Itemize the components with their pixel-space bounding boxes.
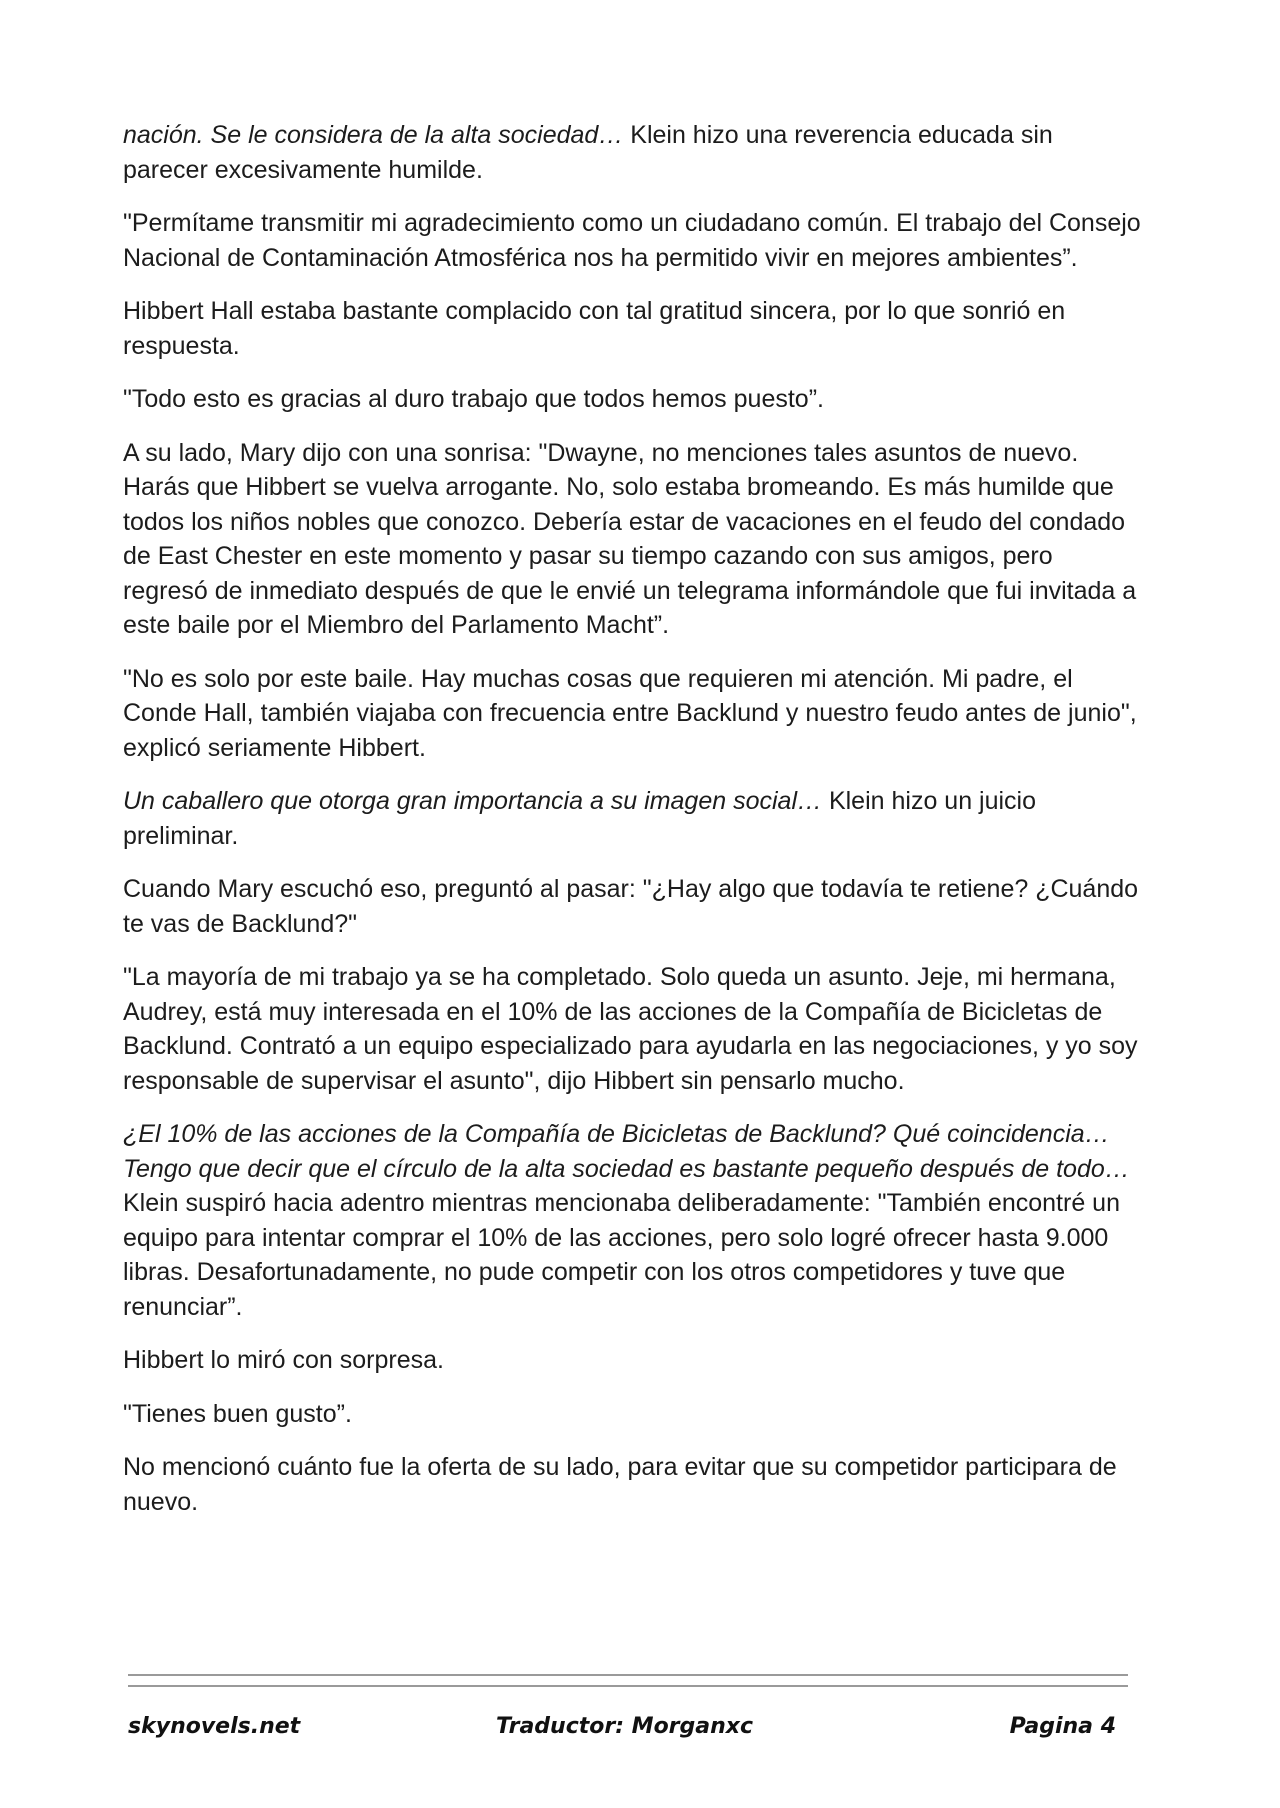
paragraph-3: Hibbert Hall estaba bastante complacido con tal gratitud sincera, por lo que sonrió en respuesta. — [123, 297, 1066, 360]
paragraph-11: Hibbert lo miró con sorpresa. — [123, 1346, 444, 1374]
paragraph-13: No mencionó cuánto fue la oferta de su lado, para evitar que su competidor participara de nuevo. — [123, 1453, 1117, 1516]
paragraph-12: "Tienes buen gusto”. — [123, 1399, 352, 1428]
paragraph-4: "Todo esto es gracias al duro trabajo que todos hemos puesto”. — [123, 385, 824, 413]
footer-divider-top — [128, 1674, 1128, 1676]
page-footer — [128, 1714, 1128, 1750]
footer-translator: Traductor: Morganxc — [496, 1714, 754, 1739]
paragraph-10-text: Klein suspiró hacia adentro mientras mencionaba deliberadamente: "También encontré un equipo para intentar comprar el 10% de las acciones, pero solo logré ofrecer hasta 9.000 libras. Desafortunadamente, no pude competir con los otros competidores y tuve que renunciar”. — [123, 1189, 1120, 1321]
paragraph-6: "No es solo por este baile. Hay muchas cosas que requieren mi atención. Mi padre, el Conde Hall, también viajaba con frecuencia entre Backlund y nuestro feudo antes de junio", explicó seriamente Hibbert. — [123, 664, 1137, 762]
paragraph-1-text: Klein hizo una reverencia educada sin parecer excesivamente humilde. — [123, 121, 1053, 184]
paragraph-7-italic: Un caballero que otorga gran importancia a su imagen social… — [123, 787, 822, 815]
paragraph-5: A su lado, Mary dijo con una sonrisa: "Dwayne, no menciones tales asuntos de nuevo. Harás que Hibbert se vuelva arrogante. No, solo estaba bromeando. Es más humilde que todos los niños nobles que conozco. Debería estar de vacaciones en el feudo del condado de East Chester en este momento y pasar su tiempo cazando con sus amigos, pero regresó de inmediato después de que le envié un telegrama informándole que fui invitada a este baile por el Miembro del Parlamento Macht”. — [123, 438, 1137, 639]
paragraph-2: "Permítame transmitir mi agradecimiento como un ciudadano común. El trabajo del Consejo Nacional de Contaminación Atmosférica nos ha permitido vivir en mejores ambientes”. — [123, 209, 1141, 272]
paragraph-10-italic: ¿El 10% de las acciones de la Compañía de Bicicletas de Backlund? Qué coincidencia… Tengo que decir que el círculo de la alta sociedad es bastante pequeño después de todo… — [123, 1120, 1130, 1183]
paragraph-9: "La mayoría de mi trabajo ya se ha completado. Solo queda un asunto. Jeje, mi hermana, Audrey, está muy interesada en el 10% de las acciones de la Compañía de Bicicletas de Backlund. Contrató a un equipo especializado para ayudarla en las negociaciones, y yo soy responsable de supervisar el asunto", dijo Hibbert sin pensarlo mucho. — [123, 963, 1138, 1095]
footer-page-number: Pagina 4 — [1009, 1714, 1116, 1739]
paragraph-7 — [123, 784, 1141, 853]
paragraph-10 — [123, 1117, 1141, 1324]
footer-site: skynovels.net — [128, 1714, 301, 1739]
paragraph-1 — [123, 118, 1141, 187]
paragraph-1-italic: nación. Se le considera de la alta sociedad… — [123, 121, 624, 149]
paragraph-8: Cuando Mary escuchó eso, preguntó al pasar: "¿Hay algo que todavía te retiene? ¿Cuándo te vas de Backlund?" — [123, 875, 1139, 938]
footer-divider-bottom — [128, 1685, 1128, 1687]
paragraph-7-text: Klein hizo un juicio preliminar. — [123, 787, 1037, 850]
document-body — [123, 118, 1141, 1538]
